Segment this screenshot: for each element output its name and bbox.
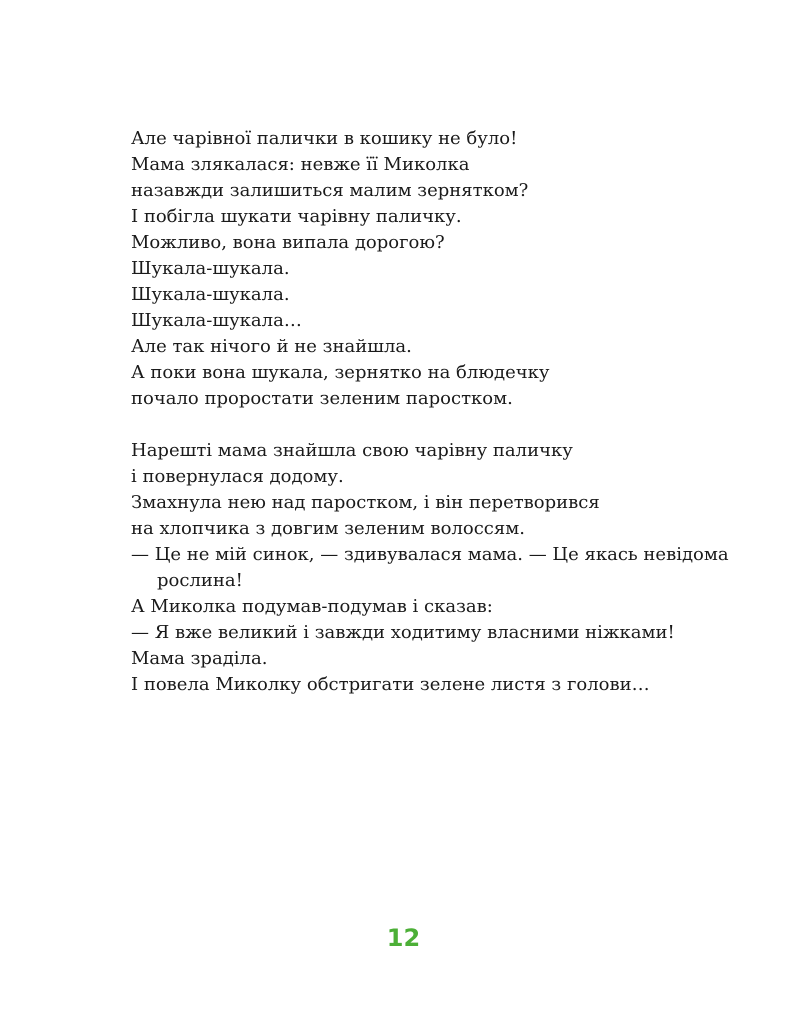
dialogue-continuation: рослина! bbox=[157, 570, 243, 591]
dialogue-line: — Я вже великий і завжди ходитиму власними ніжками! bbox=[131, 622, 675, 643]
text-line: А поки вона шукала, зернятко на блюдечку bbox=[131, 362, 550, 383]
text-line: Мама злякалася: невже її Миколка bbox=[131, 154, 470, 175]
dialogue-line: — Це не мій синок, — здивувалася мама. — Це якась невідома bbox=[131, 544, 729, 565]
text-line: Але так нічого й не знайшла. bbox=[131, 336, 412, 357]
text-line: Можливо, вона випала дорогою? bbox=[131, 232, 445, 253]
text-line: Шукала-шукала… bbox=[131, 310, 302, 331]
page-number: 12 bbox=[386, 924, 421, 952]
text-line: І повела Миколку обстригати зелене листя з голови… bbox=[131, 674, 650, 695]
text-line: А Миколка подумав-подумав і сказав: bbox=[131, 596, 493, 617]
text-line: Змахнула нею над паростком, і він перетворився bbox=[131, 492, 600, 513]
text-line: Нарешті мама знайшла свою чарівну паличку bbox=[131, 440, 573, 461]
text-line: і повернулася додому. bbox=[131, 466, 344, 487]
text-line: почало проростати зеленим паростком. bbox=[131, 388, 513, 409]
text-line: Шукала-шукала. bbox=[131, 284, 290, 305]
story-text bbox=[131, 126, 731, 698]
text-line: на хлопчика з довгим зеленим волоссям. bbox=[131, 518, 525, 539]
text-line: Шукала-шукала. bbox=[131, 258, 290, 279]
text-line: Але чарівної палички в кошику не було! bbox=[131, 128, 518, 149]
paragraph-2 bbox=[131, 438, 731, 698]
text-line: І побігла шукати чарівну паличку. bbox=[131, 206, 462, 227]
text-line: Мама зраділа. bbox=[131, 648, 268, 669]
paragraph-gap bbox=[131, 412, 731, 438]
paragraph-1 bbox=[131, 126, 731, 412]
text-line: назавжди залишиться малим зернятком? bbox=[131, 180, 529, 201]
